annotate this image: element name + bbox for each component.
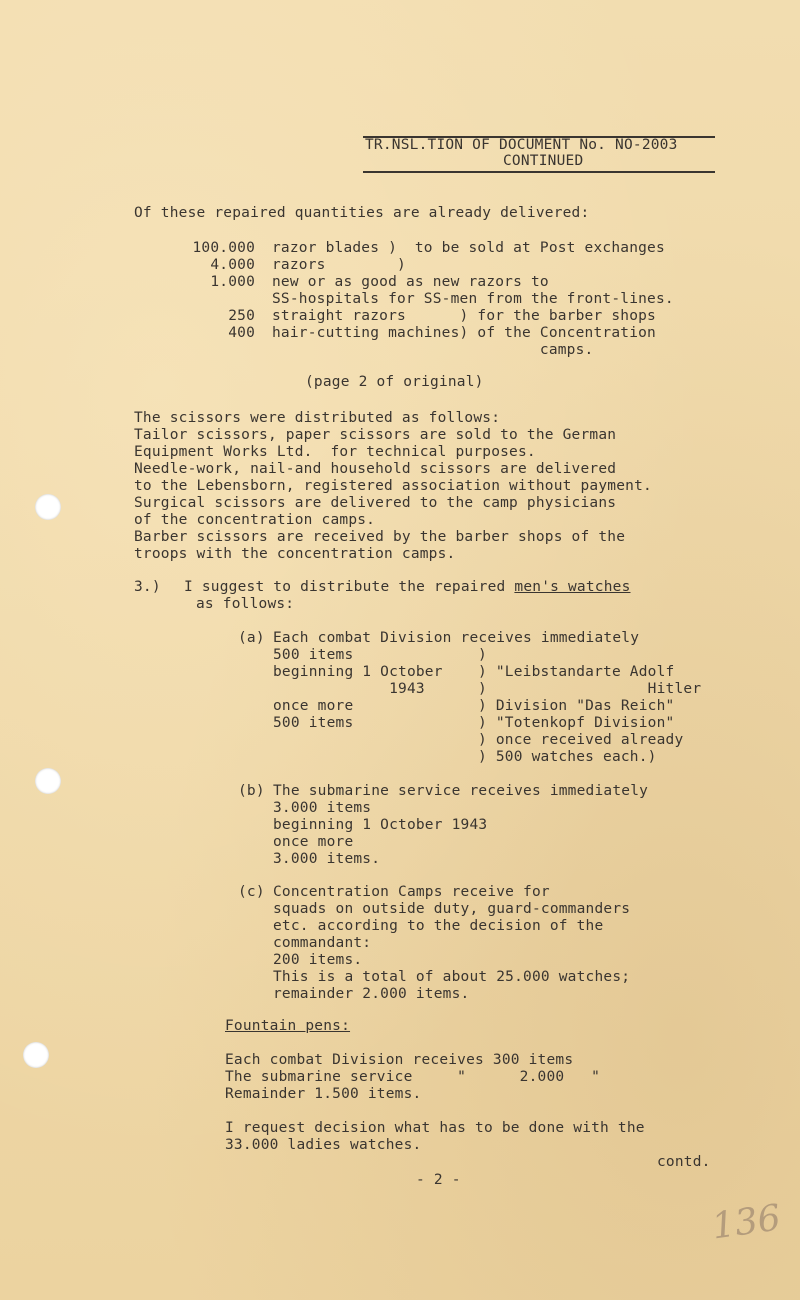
delivery-text: hair-cutting machines) of the Concentration — [272, 325, 656, 341]
page-number: - 2 - — [416, 1172, 461, 1188]
delivery-qty: 1.000 — [210, 274, 255, 290]
request-line: 33.000 ladies watches. — [225, 1137, 422, 1153]
item-b-line: beginning 1 October 1943 — [273, 817, 488, 833]
item-a-label: (a) — [238, 630, 265, 646]
paragraph-line: The scissors were distributed as follows: — [134, 410, 501, 426]
item-b-label: (b) — [238, 783, 265, 799]
item-c-line: etc. according to the decision of the — [273, 918, 604, 934]
item-b-line: 3.000 items — [273, 800, 372, 816]
item-a-left: 500 items — [273, 715, 354, 731]
section-lead-underlined: men's watches — [514, 579, 631, 595]
item-a-right: ) once received already — [478, 732, 684, 748]
item-a-left: once more — [273, 698, 354, 714]
section-number: 3.) — [134, 579, 161, 595]
item-c-line: This is a total of about 25.000 watches; — [273, 969, 631, 985]
document-subtitle: CONTINUED — [503, 153, 584, 169]
continued-marker: contd. — [657, 1154, 711, 1170]
item-c-line: commandant: — [273, 935, 372, 951]
subtitle-rule — [363, 171, 715, 173]
delivery-text: SS-hospitals for SS-men from the front-lines. — [272, 291, 674, 307]
item-a-right: ) "Leibstandarte Adolf — [478, 664, 675, 680]
item-c-line: squads on outside duty, guard-commanders — [273, 901, 631, 917]
delivery-qty: 4.000 — [210, 257, 255, 273]
item-c-label: (c) — [238, 884, 265, 900]
delivery-qty: 250 — [228, 308, 255, 324]
item-a-left: 500 items — [273, 647, 354, 663]
fountain-line: Each combat Division receives 300 items — [225, 1052, 574, 1068]
delivery-text: razor blades ) to be sold at Post exchanges — [272, 240, 665, 256]
item-a-left: beginning 1 October — [273, 664, 443, 680]
item-c-line: 200 items. — [273, 952, 363, 968]
fountain-heading: Fountain pens: — [225, 1018, 351, 1034]
intro-text: Of these repaired quantities are already delivered: — [134, 205, 590, 221]
paragraph-line: Barber scissors are received by the barber shops of the — [134, 529, 626, 545]
paragraph-line: to the Lebensborn, registered association without payment. — [134, 478, 652, 494]
punch-hole — [35, 494, 61, 520]
handwritten-page-number: 136 — [709, 1197, 784, 1248]
item-a-right: ) Division "Das Reich" — [478, 698, 675, 714]
item-c-line: remainder 2.000 items. — [273, 986, 470, 1002]
paragraph-line: Needle-work, nail-and household scissors are delivered — [134, 461, 617, 477]
item-b-line: The submarine service receives immediately — [273, 783, 649, 799]
item-b-line: 3.000 items. — [273, 851, 381, 867]
punch-hole — [23, 1042, 49, 1068]
request-line: I request decision what has to be done with the — [225, 1120, 645, 1136]
paragraph-line: Equipment Works Ltd. for technical purposes. — [134, 444, 536, 460]
title-rule — [363, 136, 715, 138]
item-c-line: Concentration Camps receive for — [273, 884, 550, 900]
fountain-line: Remainder 1.500 items. — [225, 1086, 422, 1102]
delivery-qty: 400 — [228, 325, 255, 341]
item-a-left: 1943 — [273, 681, 425, 697]
item-a-right: ) Hitler — [478, 681, 702, 697]
document-title: TR.NSL.TION OF DOCUMENT No. NO-2003 — [365, 137, 678, 153]
delivery-text: straight razors ) for the barber shops — [272, 308, 656, 324]
fountain-line: The submarine service " 2.000 " — [225, 1069, 601, 1085]
item-a-head: Each combat Division receives immediately — [273, 630, 640, 646]
item-a-right: ) — [478, 647, 487, 663]
paragraph-line: of the concentration camps. — [134, 512, 376, 528]
page-note: (page 2 of original) — [305, 374, 484, 390]
delivery-text: camps. — [272, 342, 594, 358]
item-a-right: ) "Totenkopf Division" — [478, 715, 675, 731]
punch-hole — [35, 768, 61, 794]
delivery-text: razors ) — [272, 257, 406, 273]
delivery-qty: 100.000 — [192, 240, 255, 256]
paragraph-line: troops with the concentration camps. — [134, 546, 456, 562]
section-lead — [184, 579, 631, 596]
section-lead-2: as follows: — [196, 596, 295, 612]
section-lead-text: I suggest to distribute the repaired — [184, 579, 515, 595]
paragraph-line: Surgical scissors are delivered to the camp physicians — [134, 495, 617, 511]
paragraph-line: Tailor scissors, paper scissors are sold to the German — [134, 427, 617, 443]
delivery-text: new or as good as new razors to — [272, 274, 549, 290]
item-b-line: once more — [273, 834, 354, 850]
item-a-right: ) 500 watches each.) — [478, 749, 657, 765]
